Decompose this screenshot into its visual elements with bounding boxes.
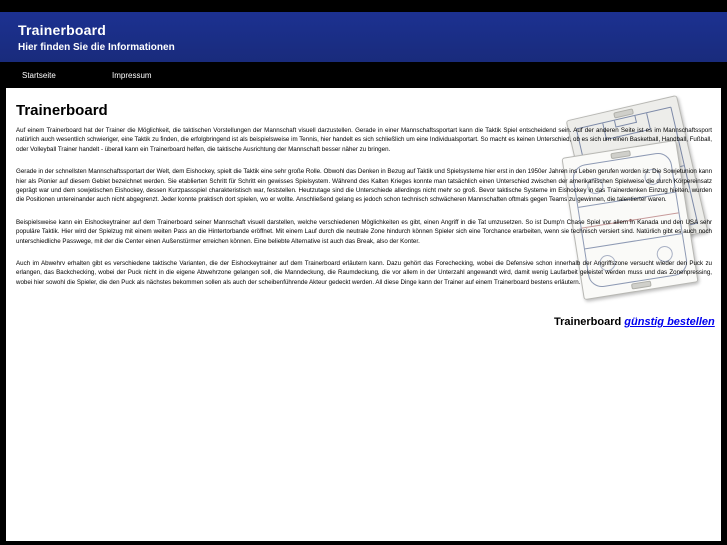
- nav-item-impressum[interactable]: Impressum: [112, 70, 152, 80]
- paragraph-4: Auch im Abwehrv erhalten gibt es verschiedene taktische Varianten, die der Eishockeytrainer auf dem Trainerboard erläutern kann. Dazu gehört das Forechecking, wobei die Defensive schon innerhalb der Angriffszone versucht wieder den Puck zu erlangen, das Backchecking, wobei der Puck nicht in die eigene Abwehrzone gelangen soll, die Manndeckung, die Raumdeckung, die vor allem in der Unterzahl angewandt wird, damit wenig Laufarbeit geleistet werden muss und das Zonenpressing, wobei hier sowohl die Spieler, die den Puck als nächstes bekommen sollen als auch der scheibenführende Akteur gedeckt werden. All diese Dinge kann der Trainer auf einem Trainerboard bestens erläutern.: [16, 260, 712, 286]
- bottom-border-rail: [0, 541, 727, 545]
- content-area: [6, 88, 721, 541]
- article-body: [16, 126, 712, 300]
- board-caption-lead: Trainerboard: [554, 316, 625, 328]
- site-subtitle: Hier finden Sie die Informationen: [18, 42, 175, 53]
- paragraph-2: Gerade in der schnellsten Mannschaftssportart der Welt, dem Eishockey, spielt die Taktik eine sehr große Rolle. Obwohl das Denken in Bezug auf Taktik und Spielsysteme hier erst in den 1950er Jahren ins Leben gerufen worden ist. Die Sowjetunion kann hier als Pionier auf diesem Gebiet bezeichnet werden. Sie etablierten Schritt für Schritt ein gewisses Spielsystem. Während des Kalten Krieges konnte man tatsächlich einen Unterschied zwischen der amerikanischen Spielweise die durch Körpereinsatz geprägt war und dem sowjetischen Eishockey, dessen Kurzpassspiel charakteristisch war, feststellen. Heutzutage sind die Unterschiede allerdings nicht mehr so groß. Bevor taktische Systeme im Eishockey in das Trainerdenken Einzug hielten, wurden die Positionen untereinander auch nicht abgegrenzt. Jeder konnte praktisch dort spielen, wo er wollte. Anschließend gelang es jedoch schon technisch schwächeren Mannschaften oftmals gegen Teams zu gewinnen, die talentierter waren.: [16, 168, 713, 204]
- nav-item-startseite[interactable]: Startseite: [22, 70, 56, 80]
- board-caption: [554, 316, 715, 328]
- nav-item-list: [22, 62, 202, 88]
- main-navigation: [0, 62, 727, 88]
- paragraph-3: Beispielsweise kann ein Eishockeytrainer auf dem Trainerboard seiner Mannschaft visuell darstellen, welche verschiedenen Möglichkeiten es gibt, einen Angriff in die Tat umzusetzen. So ist Dump'n Chase Spiel vor allem in Kanada und den USA sehr populäre Taktik. Hier wird der Spielzug mit einem weiten Pass an die Hintertorbande eröffnet. Mit einem Lauf durch die neutrale Zone hindurch können Spieler sich eine Torchance erarbeiten, wenn sie technisch versiert sind. Natürlich gibt es auch noch unterschiedliche Passwege, mit der die Center einen Außenstürmer erreichen können. Eine beliebte Alternative ist auch das Break, also der Konter.: [16, 218, 712, 245]
- page-title: Trainerboard: [16, 102, 108, 119]
- top-black-strip: [0, 0, 727, 12]
- board-caption-order-link[interactable]: günstig bestellen: [624, 316, 715, 328]
- site-header: [0, 12, 727, 63]
- site-title: Trainerboard: [18, 22, 106, 38]
- paragraph-1: Auf einem Trainerboard hat der Trainer die Möglichkeit, die taktischen Vorstellungen der Mannschaft visuell darzustellen. Gerade in einer Mannschaftssportart kann die Taktik Spiel entscheidend sein. Auf der anderen Seite ist es im Mannschaftssport natürlich auch wesentlich schwieriger, eine Taktik zu finden, die erfolgbringend ist als beispielsweise im Tennis, hier handelt es sich schließlich um eine Individualsportart. So macht es keinen Unterschied, ob es sich um einen Basketball, Handball, Fußball, oder Volleyball Trainer handelt - überall kann ein Trainerboard helfen, die taktische Ausrichtung der Mannschaft besser näher zu bringen.: [16, 127, 712, 153]
